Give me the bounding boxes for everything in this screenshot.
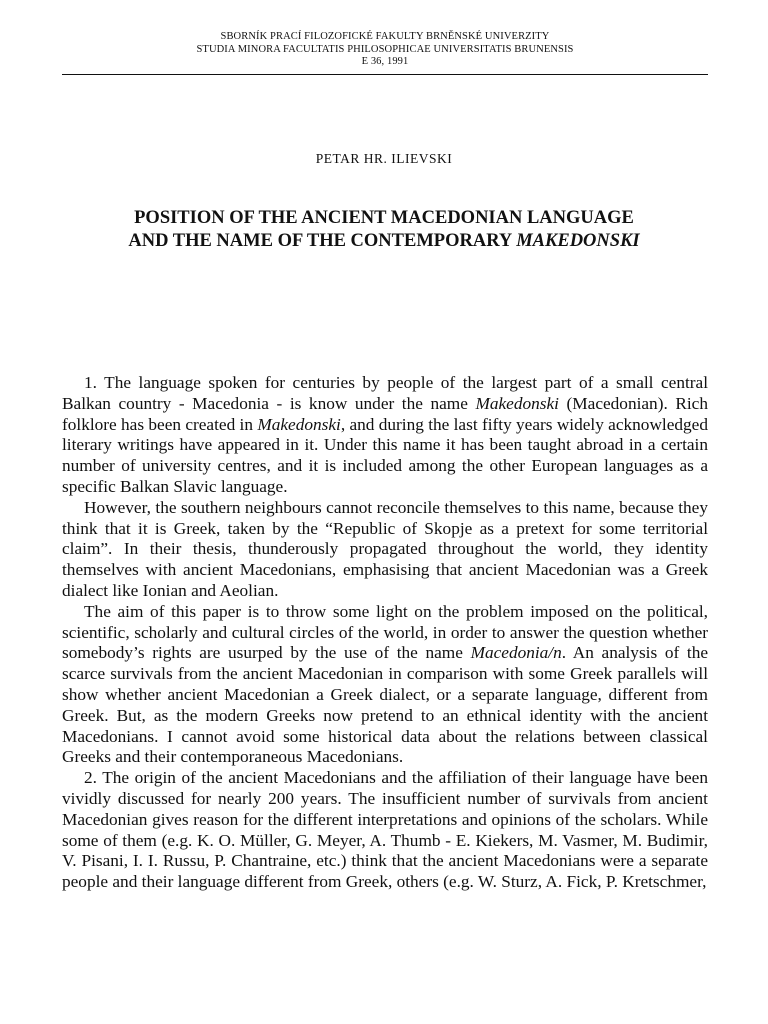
author-name: PETAR HR. ILIEVSKI <box>315 151 453 166</box>
title-line-2-text: AND THE NAME OF THE CONTEMPORARY <box>128 231 517 251</box>
header-rule <box>62 74 708 75</box>
paragraph-3 <box>62 602 708 768</box>
paragraph-3-text-a: The aim of this paper is to throw some light on the problem imposed on the political, scientific, scholarly and cultural circles of the world, in order to answer the question whether somebody’s rights are usurped by the use of the name <box>62 601 708 663</box>
journal-line-1: SBORNÍK PRACÍ FILOZOFICKÉ FAKULTY BRNĚNSKÉ UNIVERZITY <box>220 31 550 42</box>
article-title <box>40 207 728 253</box>
paragraph-3-text-c: . An analysis of the scarce survivals from the ancient Macedonian in comparison with some Greek parallels will show whether ancient Macedonian a Greek dialect, or a separate language, different from Greek. But, as the modern Greeks now pretend to an ethnical identity with the ancient Macedonians. I cannot avoid some historical data about the relations between classical Greeks and their contemporaneous Macedonians. <box>62 643 708 767</box>
paragraph-1-text-e: , and during the last fifty years widely acknowledged literary writings have appeared in it. Under this name it has been taught abroad in a certain number of university centres, and it is included among the other European languages as a specific Balkan Slavic language. <box>62 414 708 496</box>
title-line-1: POSITION OF THE ANCIENT MACEDONIAN LANGUAGE <box>134 208 634 228</box>
journal-line-2: STUDIA MINORA FACULTATIS PHILOSOPHICAE UNIVERSITATIS BRUNENSIS <box>196 43 574 55</box>
paragraph-1-italic-b: Makedonski <box>475 393 559 413</box>
title-line-2-italic: MAKEDONSKI <box>516 231 640 251</box>
paragraph-1-text-a: 1. The language spoken for centuries by people of the largest part of a small central Balkan country - Macedonia - is know under the name <box>62 373 708 413</box>
paragraph-1-text-c: (Macedonian). Rich folklore has been created in <box>62 393 708 434</box>
paragraph-3-italic-b: Macedonia/n <box>470 643 562 663</box>
article-body <box>62 373 708 893</box>
journal-header <box>62 31 708 69</box>
journal-issue: E 36, 1991 <box>361 56 409 67</box>
paragraph-1-italic-d: Makedonski <box>257 414 341 434</box>
paragraph-1 <box>62 373 708 498</box>
title-line-2 <box>40 230 728 253</box>
paragraph-2: However, the southern neighbours cannot reconcile themselves to this name, because they think that it is Greek, taken by the “Republic of Skopje as a pretext for some territorial claim”. In their thesis, thunderously propagated throughout the world, they identity themselves with ancient Macedonians, emphasising that ancient Macedonian was a Greek dialect like Ionian and Aeolian. <box>62 497 708 600</box>
paragraph-4: 2. The origin of the ancient Macedonians and the affiliation of their language have been vividly discussed for nearly 200 years. The insufficient number of survivals from ancient Macedonian gives reason for the different interpretations and opinions of the scholars. While some of them (e.g. K. O. Müller, G. Meyer, A. Thumb - E. Kiekers, M. Vasmer, M. Budimir, V. Pisani, I. I. Russu, P. Chantraine, etc.) think that the ancient Macedonians were a separate people and their language different from Greek, others (e.g. W. Sturz, A. Fick, P. Kretschmer, <box>62 768 708 892</box>
